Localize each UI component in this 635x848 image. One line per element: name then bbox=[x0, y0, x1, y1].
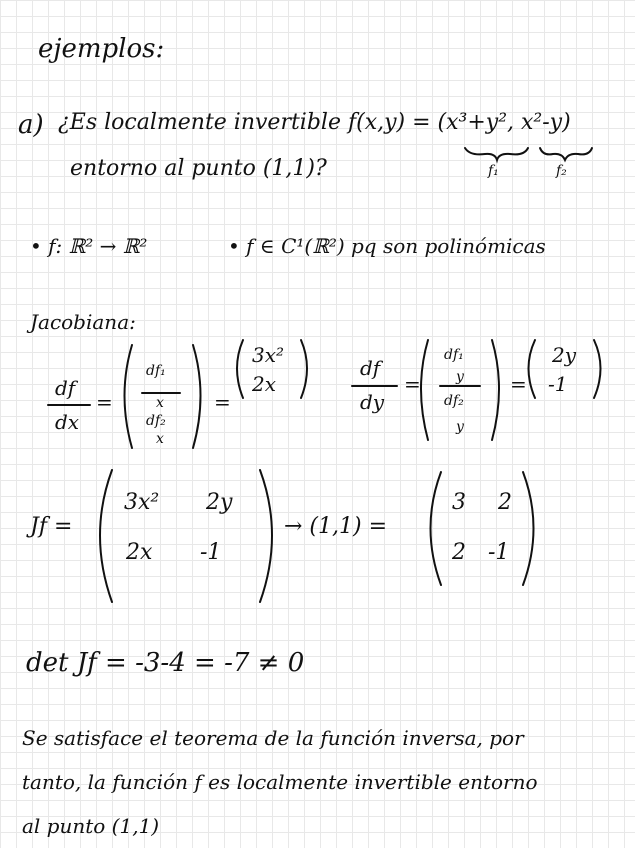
paren-right-dfdx-result bbox=[301, 340, 307, 398]
dfdy-result-1: 2y bbox=[552, 343, 577, 367]
df2-numerator-x: df₂ bbox=[146, 413, 166, 429]
paren-left-dfdx-result bbox=[237, 340, 243, 398]
label-f2: f₂ bbox=[556, 163, 567, 179]
jf-m21: 2x bbox=[126, 540, 153, 565]
df1-numerator-y: df₁ bbox=[444, 347, 464, 363]
jf-n12: 2 bbox=[498, 490, 512, 515]
determinant: det Jf = -3-4 = -7 ≠ 0 bbox=[26, 648, 305, 678]
jf-n11: 3 bbox=[452, 490, 466, 515]
paren-left-dfdy-inner bbox=[421, 340, 428, 440]
df2-numerator-y: df₂ bbox=[444, 393, 464, 409]
conclusion-line2: tanto, la función f es localmente invertible entorno bbox=[22, 770, 538, 794]
paren-right-dfdy-result bbox=[594, 340, 601, 398]
dfdx-result-2: 2x bbox=[252, 372, 277, 396]
jf-m22: -1 bbox=[200, 540, 222, 565]
jf-evaluation: → (1,1) = bbox=[284, 514, 388, 539]
jacobian-title: Jacobiana: bbox=[30, 310, 136, 334]
label-f1: f₁ bbox=[488, 163, 499, 179]
jf-n21: 2 bbox=[452, 540, 466, 565]
df1-numerator-x: df₁ bbox=[146, 363, 166, 379]
underbrace-f2 bbox=[540, 148, 592, 160]
question-line2: entorno al punto (1,1)? bbox=[70, 156, 327, 181]
paren-right-jf-eval bbox=[523, 472, 534, 585]
jf-label: Jf = bbox=[30, 514, 73, 539]
df1-denominator-y: y bbox=[456, 369, 464, 385]
dfdx-numerator: df bbox=[55, 376, 76, 400]
underbrace-f1 bbox=[465, 148, 528, 160]
dfdx-denominator: dx bbox=[55, 410, 80, 434]
fact-class: • f ∈ C¹(ℝ²) pq son polinómicas bbox=[228, 234, 546, 258]
conclusion-line3: al punto (1,1) bbox=[22, 814, 160, 838]
fact-map: • f: ℝ² → ℝ² bbox=[30, 234, 148, 258]
paren-left-dfdy-result bbox=[529, 340, 536, 398]
equals-1: = bbox=[96, 390, 113, 414]
paren-right-dfdy-inner bbox=[492, 340, 499, 440]
paren-right-dfdx-inner bbox=[193, 345, 201, 448]
dfdy-numerator: df bbox=[360, 356, 381, 380]
jf-n22: -1 bbox=[488, 540, 510, 565]
equals-4: = bbox=[510, 372, 527, 396]
question-label: a) bbox=[18, 110, 44, 140]
dfdy-result-2: -1 bbox=[548, 372, 568, 396]
df2-denominator-x: x bbox=[156, 431, 164, 447]
jf-m12: 2y bbox=[206, 490, 233, 515]
jf-m11: 3x² bbox=[124, 490, 160, 515]
conclusion-line1: Se satisface el teorema de la función inversa, por bbox=[22, 726, 524, 750]
paren-left-dfdx-inner bbox=[125, 345, 133, 448]
dfdx-result-1: 3x² bbox=[252, 343, 285, 367]
df1-denominator-x: x bbox=[156, 395, 164, 411]
dfdy-denominator: dy bbox=[360, 390, 385, 414]
paren-right-jf bbox=[260, 470, 272, 602]
equals-2: = bbox=[214, 390, 231, 414]
df2-denominator-y: y bbox=[456, 419, 464, 435]
question-line1: ¿Es localmente invertible f(x,y) = (x³+y², x²-y) bbox=[58, 110, 571, 135]
equals-3: = bbox=[404, 372, 421, 396]
paren-left-jf-eval bbox=[431, 472, 442, 585]
heading: ejemplos: bbox=[38, 34, 165, 64]
paren-left-jf bbox=[100, 470, 112, 602]
